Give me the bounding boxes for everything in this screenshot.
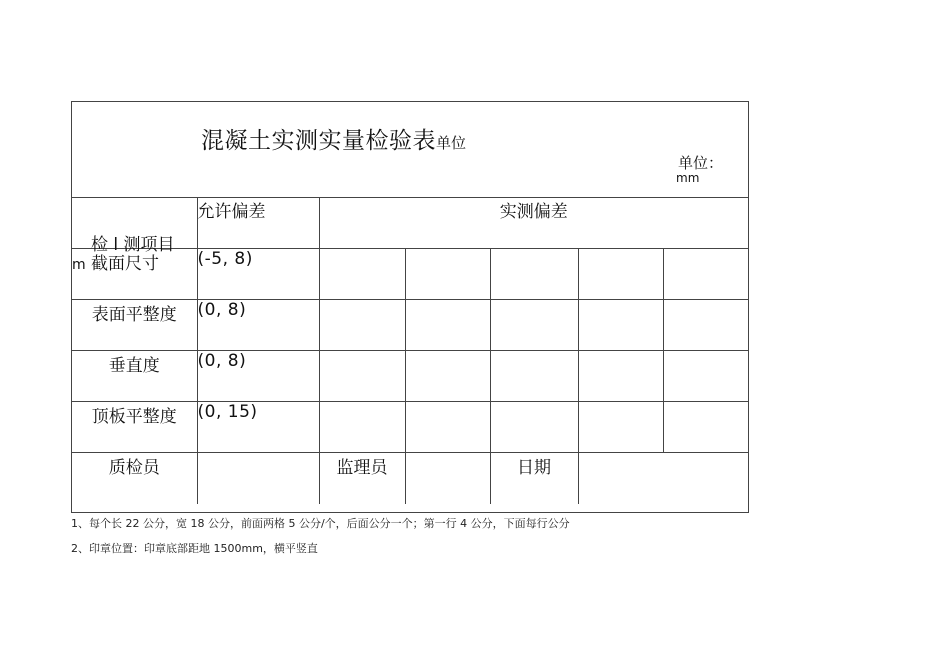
table-row (72, 248, 748, 299)
inspection-form (71, 101, 749, 513)
measurement-cell[interactable] (663, 350, 748, 401)
tolerance-cell: (0, 8) (197, 350, 319, 401)
table-row (72, 299, 748, 350)
footnote-1: 1、每个长 22 公分，宽 18 公分，前面两格 5 公分/个，后面公分一个；第一行 4 公分，下面每行公分 (71, 517, 570, 530)
allowed-deviation-header: 允许偏差 (197, 197, 319, 248)
measurement-cell[interactable] (490, 401, 578, 452)
signature-row (72, 452, 748, 504)
measurement-cell[interactable] (490, 350, 578, 401)
measurement-cell[interactable] (663, 299, 748, 350)
measurement-cell[interactable] (578, 401, 663, 452)
measurement-cell[interactable] (319, 299, 405, 350)
item-cell: 顶板平整度 (72, 401, 197, 452)
unit-label: 单位： (678, 154, 724, 172)
form-title-suffix: 单位 (436, 134, 467, 152)
measurement-cell[interactable] (663, 401, 748, 452)
tolerance-cell: (0, 15) (197, 401, 319, 452)
measurement-cell[interactable] (578, 350, 663, 401)
inspector-signature-cell[interactable] (197, 452, 319, 504)
measurement-cell[interactable] (578, 299, 663, 350)
tolerance-cell: (0, 8) (197, 299, 319, 350)
title-row (72, 102, 748, 198)
date-label: 日期 (490, 452, 578, 504)
measurement-cell[interactable] (319, 401, 405, 452)
header-row (72, 197, 748, 248)
measurement-cell[interactable] (663, 248, 748, 299)
item-cell (72, 248, 197, 299)
footnote-2: 2、印章位置：印章底部距地 1500mm，横平竖直 (71, 542, 318, 555)
measurement-cell[interactable] (490, 248, 578, 299)
supervisor-signature-cell[interactable] (405, 452, 490, 504)
item-header-cell (72, 197, 197, 255)
inspector-label: 质检员 (72, 452, 197, 504)
item-cell: 表面平整度 (72, 299, 197, 350)
measured-deviation-header: 实测偏差 (319, 197, 748, 248)
table-row (72, 350, 748, 401)
tolerance-cell: (-5, 8) (197, 248, 319, 299)
item-header: 检 l 测项目 (91, 235, 175, 255)
measurement-cell[interactable] (405, 350, 490, 401)
unit-value: mm (676, 171, 700, 185)
date-cell[interactable] (578, 452, 748, 504)
item-cell: 垂直度 (72, 350, 197, 401)
measurement-cell[interactable] (405, 401, 490, 452)
supervisor-label: 监理员 (319, 452, 405, 504)
item-prefix: m (72, 256, 86, 273)
measurement-cell[interactable] (319, 350, 405, 401)
measurement-cell[interactable] (319, 248, 405, 299)
measurement-cell[interactable] (578, 248, 663, 299)
table-row (72, 401, 748, 452)
item-label: 截面尺寸 (91, 253, 160, 274)
inspection-table (72, 197, 748, 504)
measurement-cell[interactable] (490, 299, 578, 350)
measurement-cell[interactable] (405, 299, 490, 350)
form-title-text: 混凝土实测实量检验表 (201, 128, 436, 154)
measurement-cell[interactable] (405, 248, 490, 299)
form-title (201, 122, 466, 155)
